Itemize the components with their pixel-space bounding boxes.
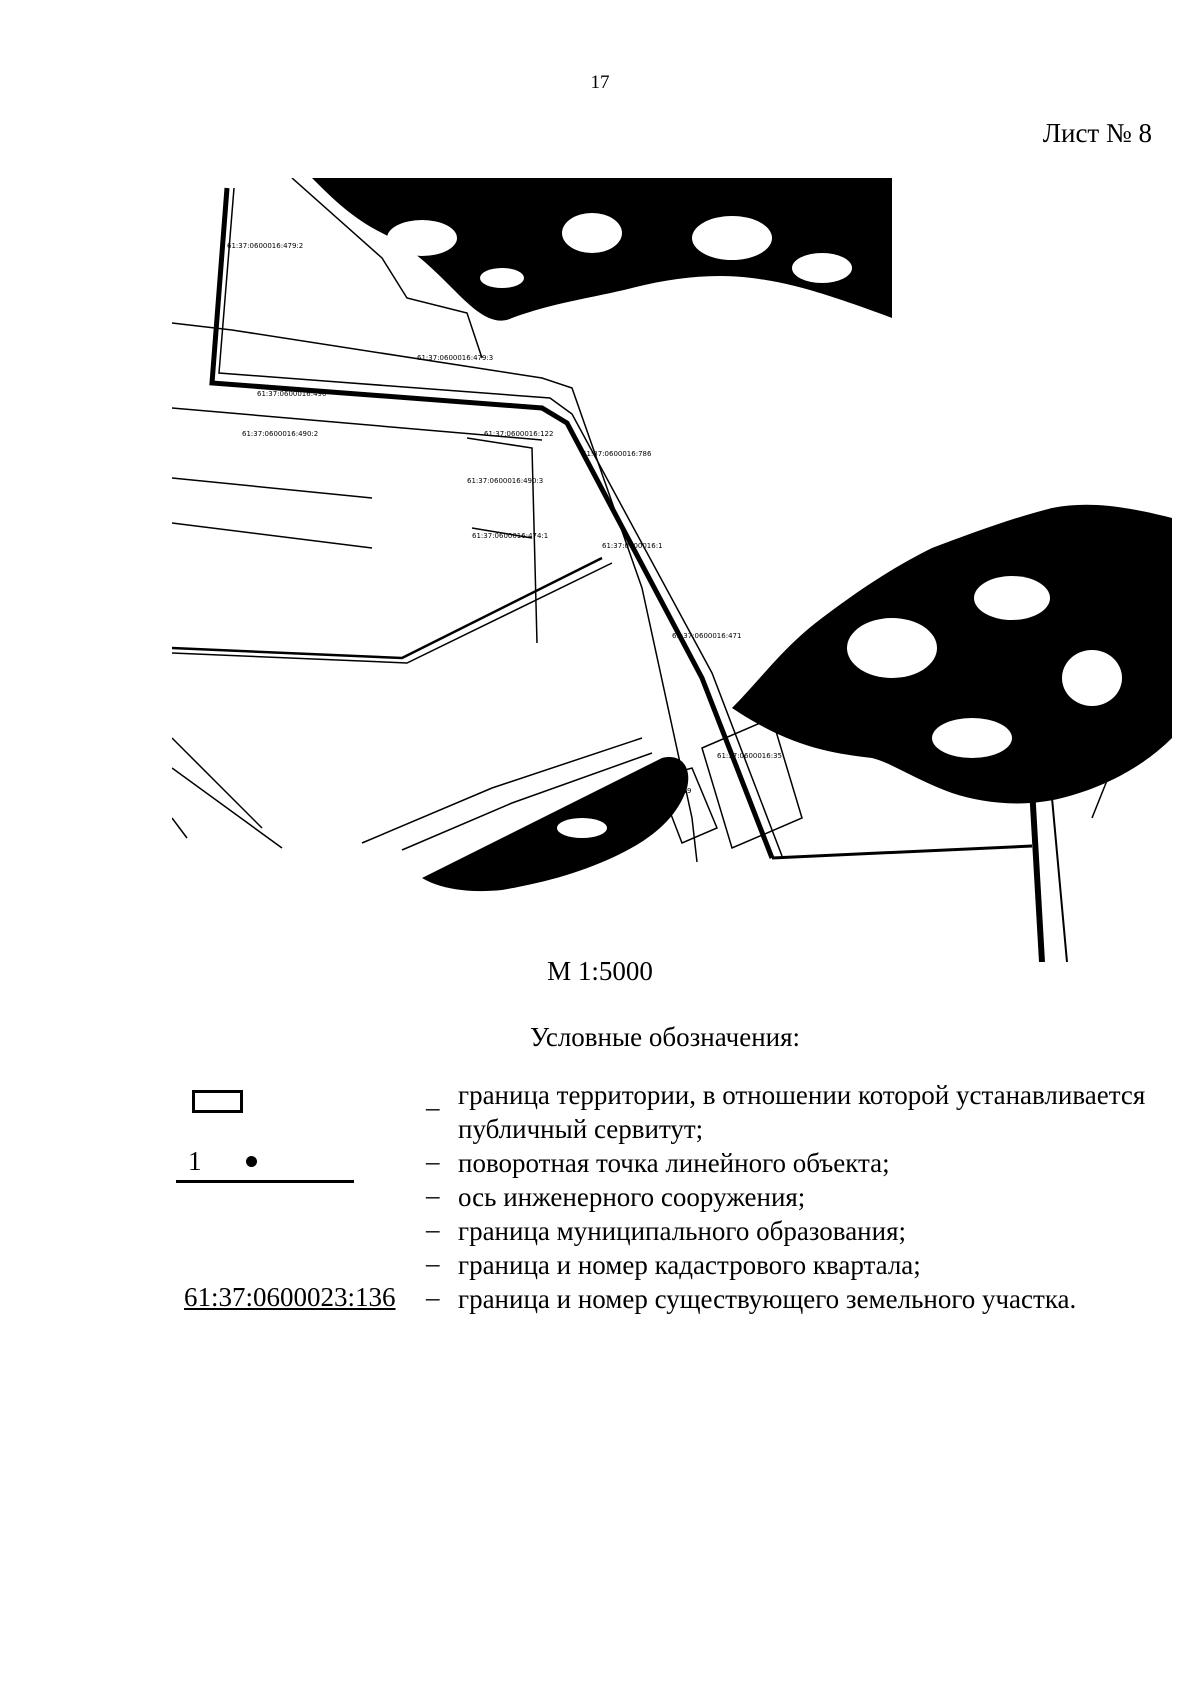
vegetation-top	[312, 178, 892, 321]
cadastral-map	[172, 178, 1172, 962]
thick-line-icon	[176, 1180, 354, 1183]
point-number-label: 1	[188, 1146, 202, 1176]
parcel-label: 61:37:0600016:490:2	[242, 430, 319, 438]
cadastral-number-label: 61:37:0600023:136	[184, 1282, 396, 1312]
parcel-label: 61:37:0600016:129	[622, 787, 692, 795]
legend-text: граница и номер существующего земельного участка.	[458, 1284, 1077, 1314]
legend-title: Условные обозначения:	[529, 1022, 801, 1052]
rectangle-boundary-icon	[192, 1090, 243, 1113]
parcel-label: 61:37:0600016:122	[484, 430, 554, 438]
parcel-label: 61:37:0600016:479:2	[227, 242, 304, 250]
parcel-label: 61:37:0600016:471	[672, 632, 742, 640]
legend-dash: –	[426, 1248, 440, 1278]
sheet-label: Лист № 8	[1042, 118, 1152, 148]
legend-dash: –	[426, 1180, 440, 1210]
legend-dash: –	[426, 1214, 440, 1244]
page-number: 17	[590, 72, 610, 93]
vegetation-right	[732, 505, 1172, 804]
parcel-label: 61:37:0600016:786	[582, 450, 652, 458]
legend-dash: –	[426, 1092, 440, 1122]
parcel-label-group	[227, 242, 782, 795]
parcel-label: 61:37:0600016:1	[602, 542, 663, 550]
legend-text: граница и номер кадастрового квартала;	[458, 1250, 921, 1280]
legend-text: граница муниципального образования;	[458, 1216, 907, 1246]
parcel-label: 61:37:0600016:490:3	[467, 477, 544, 485]
parcel-label: 61:37:0600016:479:3	[417, 354, 494, 362]
legend-dash: –	[426, 1282, 440, 1312]
point-marker-icon	[246, 1156, 257, 1167]
legend-text: ось инженерного сооружения;	[458, 1182, 806, 1212]
legend-text: поворотная точка линейного объекта;	[458, 1148, 890, 1178]
parcel-label: 61:37:0600016:490	[257, 390, 327, 398]
map-canvas	[172, 178, 1172, 962]
parcel-label: 61:37:0600016:35	[717, 752, 782, 760]
map-scale: М 1:5000	[547, 956, 653, 986]
parcel-label: 61:37:0600016:474:1	[472, 532, 549, 540]
legend-dash: –	[426, 1146, 440, 1176]
legend-text: граница территории, в отношении которой устанавливается публичный сервитут;	[458, 1080, 1146, 1144]
